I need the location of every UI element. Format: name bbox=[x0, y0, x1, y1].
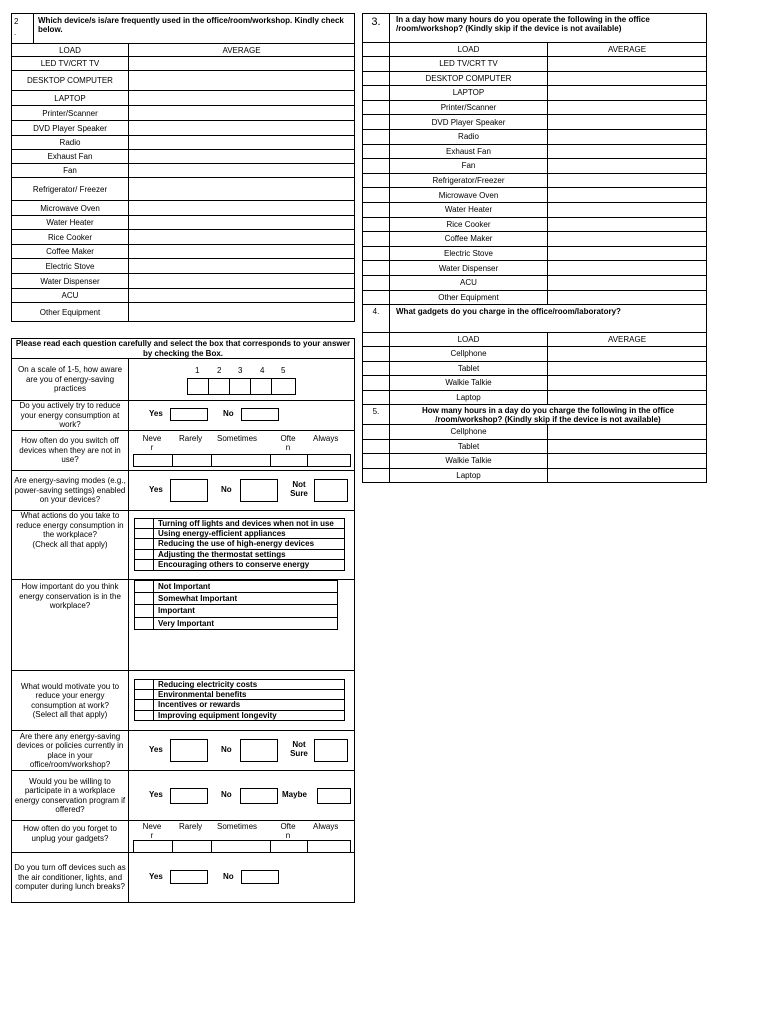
q3-table bbox=[362, 13, 707, 483]
participate-yes-checkbox[interactable] bbox=[170, 788, 208, 804]
average-input-cell[interactable] bbox=[129, 106, 355, 121]
q4-question: What gadgets do you charge in the office/room/laboratory? bbox=[390, 305, 707, 333]
average-input-cell[interactable] bbox=[548, 390, 707, 405]
table-row bbox=[363, 144, 707, 159]
unplug-rarely-label: Rarely bbox=[179, 822, 203, 831]
policies-yes-checkbox[interactable] bbox=[170, 739, 208, 762]
table-row bbox=[12, 216, 355, 230]
average-input-cell[interactable] bbox=[548, 468, 707, 483]
motivation-checkbox[interactable] bbox=[135, 690, 154, 700]
average-input-cell[interactable] bbox=[129, 164, 355, 178]
load-cell: Refrigerator/Freezer bbox=[390, 173, 548, 188]
importance-option[interactable] bbox=[134, 593, 338, 606]
average-input-cell[interactable] bbox=[129, 121, 355, 136]
action-option[interactable] bbox=[134, 539, 345, 550]
row-number-cell bbox=[363, 275, 390, 290]
motivation-label: Improving equipment longevity bbox=[158, 710, 277, 720]
switch-often-label: Ofte n bbox=[280, 434, 296, 452]
table-row bbox=[12, 303, 355, 322]
load-cell: Coffee Maker bbox=[12, 245, 129, 259]
action-option[interactable] bbox=[134, 560, 345, 571]
q4-number: 4. bbox=[363, 305, 390, 333]
scale-label-4: 4 bbox=[260, 366, 265, 375]
importance-option[interactable] bbox=[134, 618, 338, 631]
average-input-cell[interactable] bbox=[129, 259, 355, 274]
table-row bbox=[12, 57, 355, 71]
load-cell: LED TV/CRT TV bbox=[390, 57, 548, 72]
load-cell: Exhaust Fan bbox=[12, 150, 129, 164]
policies-yes-label: Yes bbox=[149, 745, 163, 754]
average-input-cell[interactable] bbox=[548, 376, 707, 391]
load-cell: ACU bbox=[390, 275, 548, 290]
participate-yes-label: Yes bbox=[149, 790, 163, 799]
average-input-cell[interactable] bbox=[129, 230, 355, 245]
row-number-cell bbox=[363, 261, 390, 276]
lunch-no-checkbox[interactable] bbox=[241, 870, 279, 884]
lunch-no-label: No bbox=[223, 872, 234, 881]
table-row bbox=[12, 178, 355, 201]
row-number-cell bbox=[363, 159, 390, 174]
average-input-cell[interactable] bbox=[129, 303, 355, 322]
average-input-cell[interactable] bbox=[548, 454, 707, 469]
motivation-label: Reducing electricity costs bbox=[158, 680, 258, 689]
average-input-cell[interactable] bbox=[548, 173, 707, 188]
action-checkbox[interactable] bbox=[135, 550, 154, 560]
table-row bbox=[12, 150, 355, 164]
load-cell: Other Equipment bbox=[390, 290, 548, 305]
row-number-cell bbox=[363, 217, 390, 232]
average-input-cell[interactable] bbox=[548, 361, 707, 376]
load-cell: Fan bbox=[12, 164, 129, 178]
load-cell: Refrigerator/ Freezer bbox=[12, 178, 129, 201]
motivation-option[interactable] bbox=[134, 679, 345, 690]
average-input-cell[interactable] bbox=[548, 261, 707, 276]
load-cell: Radio bbox=[12, 136, 129, 150]
load-cell: Microwave Oven bbox=[12, 201, 129, 216]
load-cell: Fan bbox=[390, 159, 548, 174]
table-row bbox=[363, 115, 707, 130]
action-option[interactable] bbox=[134, 529, 345, 540]
load-cell: DESKTOP COMPUTER bbox=[12, 71, 129, 91]
average-input-cell[interactable] bbox=[548, 439, 707, 454]
average-input-cell[interactable] bbox=[548, 71, 707, 86]
lunch-yes-checkbox[interactable] bbox=[170, 870, 208, 884]
table-row bbox=[12, 259, 355, 274]
table-row bbox=[363, 173, 707, 188]
scale-label-5: 5 bbox=[281, 366, 286, 375]
load-cell: Water Heater bbox=[12, 216, 129, 230]
table-row bbox=[363, 290, 707, 305]
action-option[interactable] bbox=[134, 550, 345, 561]
table-row bbox=[363, 232, 707, 247]
load-cell: Rice Cooker bbox=[12, 230, 129, 245]
participate-maybe-checkbox[interactable] bbox=[317, 788, 351, 804]
motivation-option[interactable] bbox=[134, 690, 345, 701]
table-row bbox=[363, 347, 707, 362]
survey-instructions: Please read each question carefully and select the box that corresponds to your answer by checking the Box. bbox=[12, 339, 355, 359]
reduce-yes-label: Yes bbox=[149, 409, 163, 418]
average-input-cell[interactable] bbox=[129, 178, 355, 201]
table-row bbox=[363, 217, 707, 232]
load-cell: Tablet bbox=[390, 439, 548, 454]
motivation-list bbox=[134, 679, 345, 721]
row-number-cell bbox=[363, 468, 390, 483]
average-input-cell[interactable] bbox=[129, 91, 355, 106]
q2-header-load: LOAD bbox=[12, 44, 129, 57]
table-row bbox=[363, 188, 707, 203]
q-importance: How important do you think energy conservation is in the workplace? bbox=[12, 580, 129, 671]
average-input-cell[interactable] bbox=[548, 246, 707, 261]
unplug-always-label: Always bbox=[313, 822, 339, 831]
table-row bbox=[12, 136, 355, 150]
table-row bbox=[12, 91, 355, 106]
table-row bbox=[363, 468, 707, 483]
unplug-often-label: Ofte n bbox=[280, 822, 296, 840]
q4-header-blank bbox=[363, 333, 390, 347]
table-row bbox=[363, 275, 707, 290]
load-cell: Printer/Scanner bbox=[12, 106, 129, 121]
modes-yes-label: Yes bbox=[149, 485, 163, 494]
average-input-cell[interactable] bbox=[129, 71, 355, 91]
table-row bbox=[12, 201, 355, 216]
importance-checkbox[interactable] bbox=[135, 618, 154, 630]
load-cell: Radio bbox=[390, 129, 548, 144]
row-number-cell bbox=[363, 376, 390, 391]
q2-header-average: AVERAGE bbox=[129, 44, 355, 57]
importance-list bbox=[134, 580, 338, 630]
motivation-label: Incentives or rewards bbox=[158, 700, 241, 709]
table-row bbox=[363, 129, 707, 144]
load-cell: Electric Stove bbox=[12, 259, 129, 274]
participate-no-label: No bbox=[221, 790, 232, 799]
policies-notsure-label: Not Sure bbox=[290, 740, 308, 758]
scale-label-1: 1 bbox=[195, 366, 200, 375]
motivation-checkbox[interactable] bbox=[135, 700, 154, 710]
q-participate: Would you be willing to participate in a workplace energy conservation program if offered? bbox=[12, 771, 129, 821]
switch-rarely-checkbox[interactable] bbox=[172, 454, 214, 467]
modes-no-checkbox[interactable] bbox=[240, 479, 278, 502]
q3-header-blank bbox=[363, 43, 390, 57]
q-policies: Are there any energy-saving devices or policies currently in place in your office/room/workshop? bbox=[12, 731, 129, 771]
q5-number: 5. bbox=[363, 405, 390, 425]
q-reduce-consumption: Do you actively try to reduce your energy consumption at work? bbox=[12, 401, 129, 431]
scale-label-3: 3 bbox=[238, 366, 243, 375]
switch-sometimes-label: Sometimes bbox=[217, 434, 258, 443]
importance-label: Very Important bbox=[158, 618, 215, 628]
switch-always-checkbox[interactable] bbox=[307, 454, 351, 467]
action-label: Reducing the use of high-energy devices bbox=[158, 539, 315, 548]
table-row bbox=[12, 106, 355, 121]
switch-always-label: Always bbox=[313, 434, 339, 443]
table-row bbox=[363, 454, 707, 469]
table-row bbox=[363, 361, 707, 376]
unplug-sometimes-checkbox[interactable] bbox=[211, 840, 273, 853]
row-number-cell bbox=[363, 246, 390, 261]
q3-question: In a day how many hours do you operate the following in the office /room/workshop? (Kindly skip if the device is not available) bbox=[390, 14, 707, 43]
load-cell: Tablet bbox=[390, 361, 548, 376]
table-row bbox=[363, 159, 707, 174]
q-switch-off: How often do you switch off devices when they are not in use? bbox=[12, 431, 129, 471]
load-cell: LAPTOP bbox=[12, 91, 129, 106]
row-number-cell bbox=[363, 202, 390, 217]
average-input-cell[interactable] bbox=[129, 289, 355, 303]
table-row bbox=[12, 230, 355, 245]
load-cell: Exhaust Fan bbox=[390, 144, 548, 159]
modes-notsure-checkbox[interactable] bbox=[314, 479, 348, 502]
q-motivation: What would motivate you to reduce your energy consumption at work? (Select all that apply) bbox=[12, 671, 129, 731]
table-row bbox=[12, 245, 355, 259]
table-row bbox=[363, 439, 707, 454]
load-cell: DESKTOP COMPUTER bbox=[390, 71, 548, 86]
row-number-cell bbox=[363, 454, 390, 469]
average-input-cell[interactable] bbox=[129, 57, 355, 71]
table-row bbox=[363, 86, 707, 101]
q2-table bbox=[11, 13, 355, 322]
average-input-cell[interactable] bbox=[548, 425, 707, 440]
row-number-cell bbox=[363, 71, 390, 86]
survey-section bbox=[11, 338, 354, 902]
q3-number: 3. bbox=[363, 14, 390, 43]
load-cell: DVD Player Speaker bbox=[390, 115, 548, 130]
row-number-cell bbox=[363, 232, 390, 247]
unplug-always-checkbox[interactable] bbox=[307, 840, 351, 853]
load-cell: Other Equipment bbox=[12, 303, 129, 322]
reduce-no-label: No bbox=[223, 409, 234, 418]
action-label: Encouraging others to conserve energy bbox=[158, 560, 310, 569]
importance-checkbox[interactable] bbox=[135, 605, 154, 617]
load-cell: Cellphone bbox=[390, 425, 548, 440]
table-row bbox=[363, 246, 707, 261]
q3-header-average: AVERAGE bbox=[548, 43, 707, 57]
row-number-cell bbox=[363, 129, 390, 144]
modes-notsure-label: Not Sure bbox=[290, 480, 308, 498]
load-cell: ACU bbox=[12, 289, 129, 303]
switch-sometimes-checkbox[interactable] bbox=[211, 454, 273, 467]
q2-number: 2 . bbox=[12, 14, 34, 44]
unplug-often-checkbox[interactable] bbox=[270, 840, 310, 853]
scale-checkbox-5[interactable] bbox=[271, 378, 296, 395]
action-option[interactable] bbox=[134, 518, 345, 529]
row-number-cell bbox=[363, 144, 390, 159]
table-row bbox=[363, 390, 707, 405]
load-cell: Water Dispenser bbox=[390, 261, 548, 276]
q4-header-average: AVERAGE bbox=[548, 333, 707, 347]
table-row bbox=[363, 57, 707, 72]
load-cell: LED TV/CRT TV bbox=[12, 57, 129, 71]
load-cell: Laptop bbox=[390, 468, 548, 483]
average-input-cell[interactable] bbox=[129, 150, 355, 164]
row-number-cell bbox=[363, 188, 390, 203]
motivation-checkbox[interactable] bbox=[135, 711, 154, 721]
reduce-no-checkbox[interactable] bbox=[241, 408, 279, 421]
participate-no-checkbox[interactable] bbox=[240, 788, 278, 804]
average-input-cell[interactable] bbox=[548, 202, 707, 217]
average-input-cell[interactable] bbox=[548, 86, 707, 101]
row-number-cell bbox=[363, 390, 390, 405]
action-label: Adjusting the thermostat settings bbox=[158, 549, 286, 559]
unplug-rarely-checkbox[interactable] bbox=[172, 840, 214, 853]
switch-rarely-label: Rarely bbox=[179, 434, 203, 443]
average-input-cell[interactable] bbox=[548, 115, 707, 130]
action-checkbox[interactable] bbox=[135, 560, 154, 570]
load-cell: LAPTOP bbox=[390, 86, 548, 101]
average-input-cell[interactable] bbox=[548, 275, 707, 290]
importance-checkbox[interactable] bbox=[135, 581, 154, 592]
unplug-never-checkbox[interactable] bbox=[133, 840, 175, 853]
load-cell: Printer/Scanner bbox=[390, 100, 548, 115]
q3-header-load: LOAD bbox=[390, 43, 548, 57]
table-row bbox=[363, 261, 707, 276]
policies-no-checkbox[interactable] bbox=[240, 739, 278, 762]
table-row bbox=[363, 202, 707, 217]
importance-label: Somewhat Important bbox=[158, 593, 238, 603]
importance-option[interactable] bbox=[134, 580, 338, 593]
switch-often-checkbox[interactable] bbox=[270, 454, 310, 467]
average-input-cell[interactable] bbox=[548, 347, 707, 362]
load-cell: Cellphone bbox=[390, 347, 548, 362]
table-row bbox=[363, 71, 707, 86]
average-input-cell[interactable] bbox=[548, 129, 707, 144]
modes-yes-checkbox[interactable] bbox=[170, 479, 208, 502]
motivation-option[interactable] bbox=[134, 711, 345, 722]
q-unplug: How often do you forget to unplug your gadgets? bbox=[12, 821, 129, 853]
table-row bbox=[12, 164, 355, 178]
load-cell: Rice Cooker bbox=[390, 217, 548, 232]
average-input-cell[interactable] bbox=[548, 144, 707, 159]
table-row bbox=[363, 376, 707, 391]
table-row bbox=[12, 274, 355, 289]
row-number-cell bbox=[363, 173, 390, 188]
table-row bbox=[363, 425, 707, 440]
q-actions: What actions do you take to reduce energy consumption in the workplace? (Check all that apply) bbox=[12, 511, 129, 580]
policies-notsure-checkbox[interactable] bbox=[314, 739, 348, 762]
table-row bbox=[12, 121, 355, 136]
action-checkbox[interactable] bbox=[135, 519, 154, 528]
importance-option[interactable] bbox=[134, 605, 338, 618]
motivation-checkbox[interactable] bbox=[135, 680, 154, 689]
q-lunch-breaks: Do you turn off devices such as the air conditioner, lights, and computer during lunch breaks? bbox=[12, 853, 129, 903]
load-cell: Walkie Talkie bbox=[390, 454, 548, 469]
table-row bbox=[12, 71, 355, 91]
modes-no-label: No bbox=[221, 485, 232, 494]
row-number-cell bbox=[363, 361, 390, 376]
table-row bbox=[363, 100, 707, 115]
q-awareness-scale: On a scale of 1-5, how aware are you of energy-saving practices bbox=[12, 359, 129, 401]
q3-section bbox=[362, 13, 707, 483]
average-input-cell[interactable] bbox=[129, 201, 355, 216]
reduce-yes-checkbox[interactable] bbox=[170, 408, 208, 421]
switch-never-label: Neve r bbox=[142, 434, 162, 452]
row-number-cell bbox=[363, 115, 390, 130]
policies-no-label: No bbox=[221, 745, 232, 754]
average-input-cell[interactable] bbox=[129, 274, 355, 289]
row-number-cell bbox=[363, 347, 390, 362]
q5-question: How many hours in a day do you charge the following in the office /room/workshop? (Kindly skip if the device is not available) bbox=[390, 405, 707, 425]
row-number-cell bbox=[363, 425, 390, 440]
unplug-never-label: Neve r bbox=[142, 822, 162, 840]
q2-section bbox=[11, 13, 355, 322]
table-row bbox=[12, 289, 355, 303]
average-input-cell[interactable] bbox=[548, 159, 707, 174]
average-input-cell[interactable] bbox=[548, 100, 707, 115]
q4-header-load: LOAD bbox=[390, 333, 548, 347]
importance-label: Not Important bbox=[158, 582, 211, 591]
lunch-yes-label: Yes bbox=[149, 872, 163, 881]
participate-maybe-label: Maybe bbox=[282, 790, 307, 799]
average-input-cell[interactable] bbox=[548, 290, 707, 305]
switch-never-checkbox[interactable] bbox=[133, 454, 175, 467]
average-input-cell[interactable] bbox=[548, 217, 707, 232]
average-input-cell[interactable] bbox=[129, 245, 355, 259]
average-input-cell[interactable] bbox=[548, 232, 707, 247]
load-cell: DVD Player Speaker bbox=[12, 121, 129, 136]
action-label: Using energy-efficient appliances bbox=[158, 528, 286, 538]
load-cell: Microwave Oven bbox=[390, 188, 548, 203]
load-cell: Water Heater bbox=[390, 202, 548, 217]
action-label: Turning off lights and devices when not in use bbox=[158, 519, 334, 528]
average-input-cell[interactable] bbox=[548, 57, 707, 72]
load-cell: Water Dispenser bbox=[12, 274, 129, 289]
average-input-cell[interactable] bbox=[129, 136, 355, 150]
scale-label-2: 2 bbox=[217, 366, 222, 375]
row-number-cell bbox=[363, 290, 390, 305]
load-cell: Electric Stove bbox=[390, 246, 548, 261]
row-number-cell bbox=[363, 86, 390, 101]
q2-question: Which device/s is/are frequently used in the office/room/workshop. Kindly check below. bbox=[34, 14, 355, 44]
motivation-label: Environmental benefits bbox=[158, 689, 247, 699]
unplug-sometimes-label: Sometimes bbox=[217, 822, 258, 831]
q-energy-modes: Are energy-saving modes (e.g., power-saving settings) enabled on your devices? bbox=[12, 471, 129, 511]
actions-list bbox=[134, 518, 345, 571]
motivation-option[interactable] bbox=[134, 700, 345, 711]
action-checkbox[interactable] bbox=[135, 539, 154, 549]
load-cell: Walkie Talkie bbox=[390, 376, 548, 391]
average-input-cell[interactable] bbox=[129, 216, 355, 230]
average-input-cell[interactable] bbox=[548, 188, 707, 203]
importance-checkbox[interactable] bbox=[135, 593, 154, 605]
importance-label: Important bbox=[158, 606, 195, 615]
row-number-cell bbox=[363, 439, 390, 454]
row-number-cell bbox=[363, 57, 390, 72]
load-cell: Laptop bbox=[390, 390, 548, 405]
load-cell: Coffee Maker bbox=[390, 232, 548, 247]
action-checkbox[interactable] bbox=[135, 529, 154, 539]
row-number-cell bbox=[363, 100, 390, 115]
